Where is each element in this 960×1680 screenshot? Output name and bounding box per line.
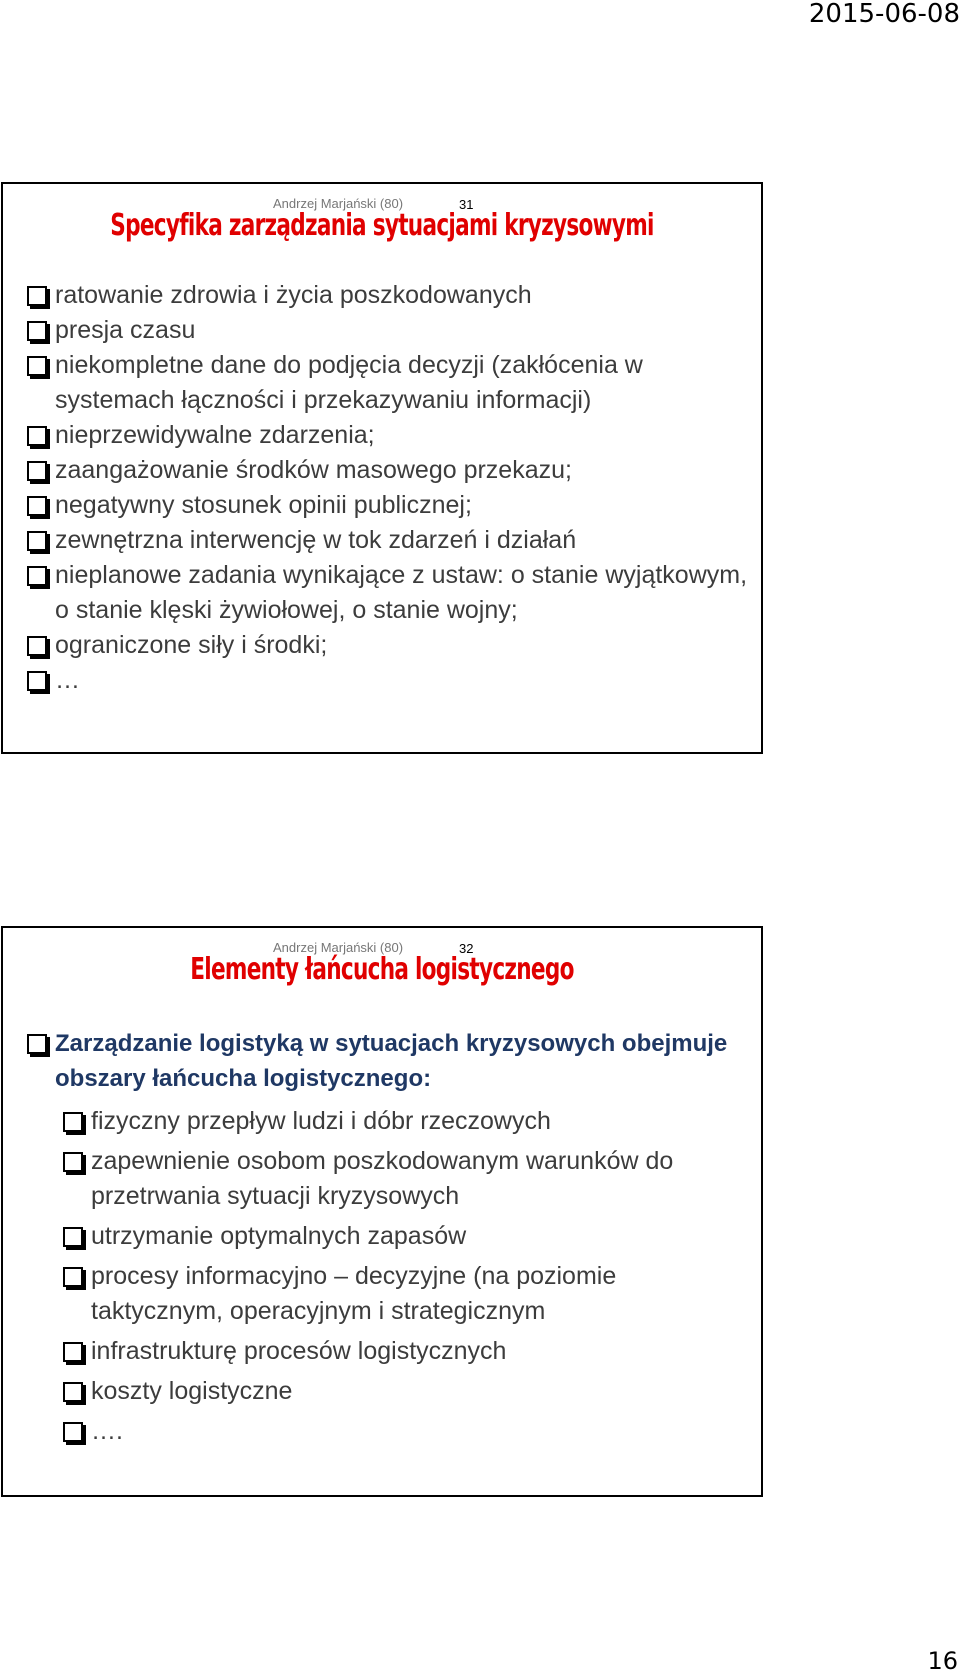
checkbox-bullet-icon: [63, 1267, 83, 1287]
checkbox-bullet-icon: [63, 1382, 83, 1402]
list-item: zaangażowanie środków masowego przekazu;: [23, 453, 755, 488]
list-item: Zarządzanie logistyką w sytuacjach kryzysowych obejmuje obszary łańcucha logistycznego:: [23, 1026, 755, 1096]
checkbox-bullet-icon: [27, 566, 47, 586]
checkbox-bullet-icon: [27, 426, 47, 446]
list-item: infrastrukturę procesów logistycznych: [59, 1334, 755, 1369]
slide-31: [1, 182, 763, 754]
list-item: …: [23, 663, 755, 698]
list-item: ….: [59, 1414, 755, 1449]
slide-author: Andrzej Marjański (80): [273, 196, 404, 211]
sub-bullet-list: [59, 1104, 755, 1454]
list-item: nieprzewidywalne zdarzenia;: [23, 418, 755, 453]
checkbox-bullet-icon: [63, 1227, 83, 1247]
checkbox-bullet-icon: [27, 356, 47, 376]
slide-number: 31: [459, 197, 474, 212]
list-item: niekompletne dane do podjęcia decyzji (zakłócenia w systemach łączności i przekazywaniu informacji): [23, 348, 755, 418]
checkbox-bullet-icon: [27, 671, 47, 691]
checkbox-bullet-icon: [27, 496, 47, 516]
slide-title: Elementy łańcucha logistycznego: [190, 952, 574, 987]
checkbox-bullet-icon: [27, 636, 47, 656]
list-item: ratowanie zdrowia i życia poszkodowanych: [23, 278, 755, 313]
list-item: koszty logistyczne: [59, 1374, 755, 1409]
list-item: negatywny stosunek opinii publicznej;: [23, 488, 755, 523]
list-item: presja czasu: [23, 313, 755, 348]
checkbox-bullet-icon: [63, 1152, 83, 1172]
slide-number: 32: [459, 941, 474, 956]
list-item: procesy informacyjno – decyzyjne (na poziomie taktycznym, operacyjnym i strategicznym: [59, 1259, 755, 1329]
list-item: fizyczny przepływ ludzi i dóbr rzeczowych: [59, 1104, 755, 1139]
list-item: ograniczone siły i środki;: [23, 628, 755, 663]
checkbox-bullet-icon: [27, 531, 47, 551]
checkbox-bullet-icon: [63, 1422, 83, 1442]
list-item: utrzymanie optymalnych zapasów: [59, 1219, 755, 1254]
main-bullet-list: [23, 1026, 755, 1096]
checkbox-bullet-icon: [27, 1034, 47, 1054]
slide-title: Specyfika zarządzania sytuacjami kryzysowymi: [110, 208, 654, 243]
bullet-list: [23, 278, 755, 698]
page-number: 16: [927, 1647, 958, 1675]
list-item: nieplanowe zadania wynikające z ustaw: o stanie wyjątkowym, o stanie klęski żywiołowej, o stanie wojny;: [23, 558, 755, 628]
checkbox-bullet-icon: [27, 461, 47, 481]
checkbox-bullet-icon: [27, 286, 47, 306]
slide-author: Andrzej Marjański (80): [273, 940, 404, 955]
checkbox-bullet-icon: [63, 1342, 83, 1362]
checkbox-bullet-icon: [63, 1112, 83, 1132]
list-item: zapewnienie osobom poszkodowanym warunków do przetrwania sytuacji kryzysowych: [59, 1144, 755, 1214]
list-item: zewnętrzna interwencję w tok zdarzeń i działań: [23, 523, 755, 558]
slide-32: [1, 926, 763, 1497]
page-date: 2015-06-08: [808, 0, 960, 29]
checkbox-bullet-icon: [27, 321, 47, 341]
